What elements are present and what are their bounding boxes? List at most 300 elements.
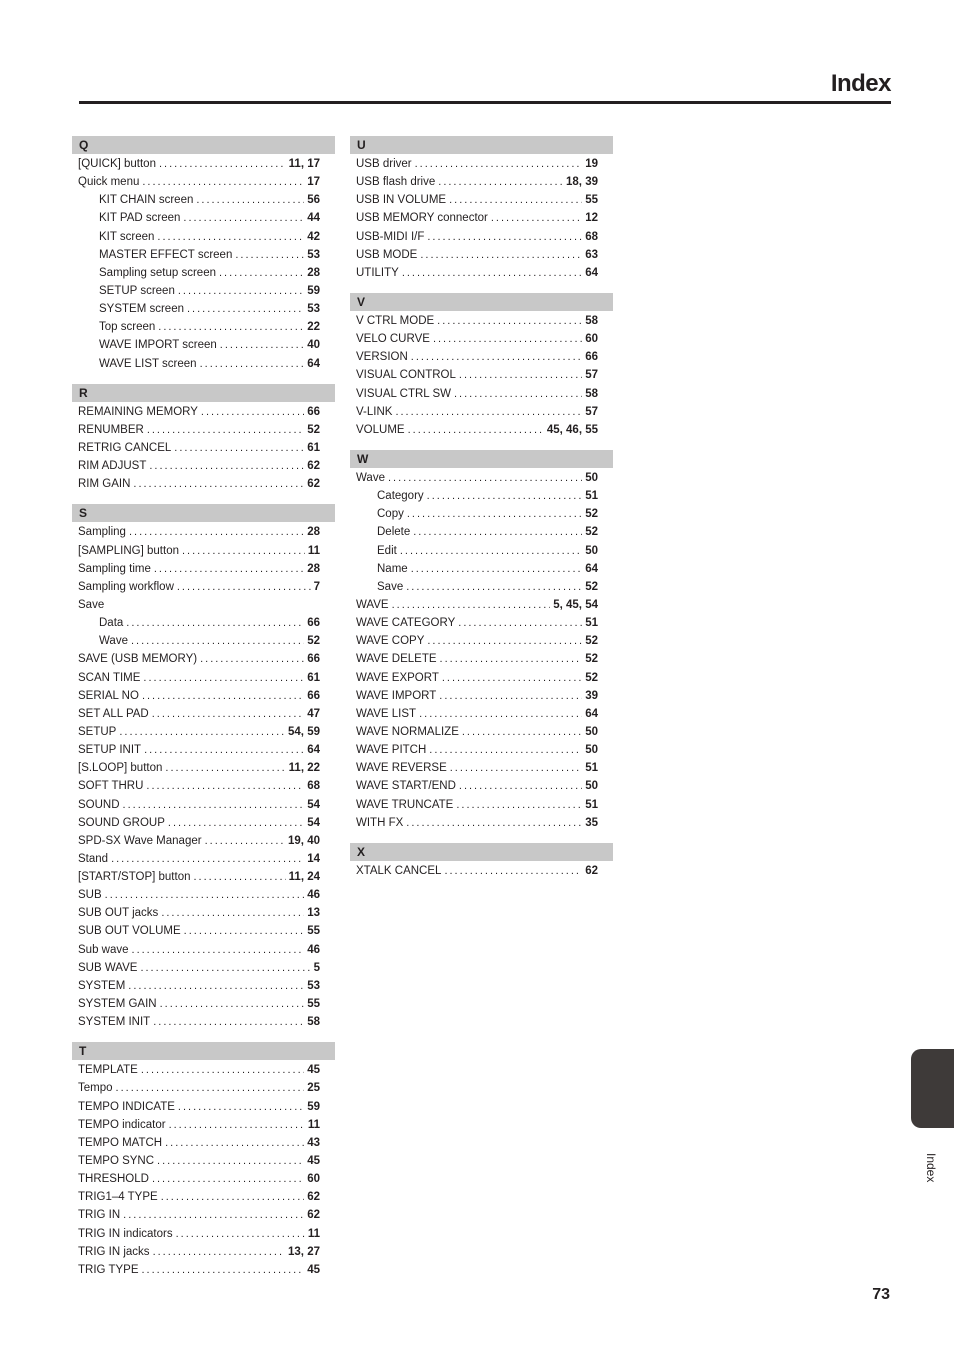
index-term: SUB [78,889,102,902]
index-entry [350,348,613,366]
index-page-refs: 22 [307,321,320,334]
index-entry-list [350,154,613,293]
index-page-refs: 64 [585,707,598,720]
index-entry [350,741,613,759]
index-term: TEMPLATE [78,1064,138,1077]
page-number: 73 [872,1286,890,1303]
index-subentry [72,264,335,282]
index-entry [72,1134,335,1152]
index-term: SYSTEM screen [99,303,184,316]
index-entry [72,1206,335,1224]
index-term: WAVE REVERSE [356,762,447,775]
dot-leader [183,209,304,227]
index-term: V CTRL MODE [356,314,435,327]
index-entry [72,1188,335,1206]
index-term: TRIG IN [78,1209,121,1222]
dot-leader [429,741,582,759]
index-entry-list [72,154,335,384]
dot-leader [235,246,304,264]
index-page-refs: 57 [585,405,598,418]
index-term: TEMPO INDICATE [78,1100,175,1113]
index-page-refs: 51 [585,617,598,630]
index-page-refs: 58 [307,1016,320,1029]
index-term: WAVE NORMALIZE [356,725,459,738]
index-term: USB driver [356,158,412,170]
index-page-refs: 35 [585,816,598,829]
index-page-refs: 46 [307,943,320,956]
index-entry [72,1243,335,1261]
index-term: RETRIG CANCEL [78,441,172,454]
index-page-refs: 54 [307,816,320,829]
index-entry [350,796,613,814]
index-entry [72,578,335,596]
dot-leader [456,796,582,814]
index-page-refs: 50 [585,544,598,557]
dot-leader [105,886,305,904]
dot-leader [153,1013,304,1031]
dot-leader [395,403,582,421]
index-entry-list [72,522,335,1042]
dot-leader [427,632,582,650]
index-subentry [350,505,613,523]
index-page-refs: 61 [307,671,320,684]
index-section-u [350,136,613,293]
index-entry [72,904,335,922]
dot-leader [159,155,286,173]
index-term: Delete [377,526,411,539]
dot-leader [126,614,304,632]
index-subentry [72,246,335,264]
dot-leader [420,246,582,264]
dot-leader [411,560,583,578]
index-page-refs: 54 [307,798,320,811]
index-subentry [72,300,335,318]
dot-leader [142,173,304,191]
index-term: RIM ADJUST [78,460,147,473]
index-term: WAVE PITCH [356,744,427,757]
index-entry [350,421,613,439]
index-entry [72,542,335,560]
index-page-refs: 50 [585,471,598,484]
dot-leader [458,614,582,632]
index-page-refs: 52 [585,635,598,648]
dot-leader [459,366,582,384]
section-letter-header: U [350,136,613,154]
dot-leader [144,741,304,759]
dot-leader [182,542,305,560]
index-entry [72,650,335,668]
index-page-refs: 44 [307,212,320,225]
index-entry [72,1152,335,1170]
index-subentry [72,355,335,373]
index-entry [72,977,335,995]
index-page-refs: 66 [307,405,320,418]
index-page-refs: 51 [585,490,598,503]
index-term: WITH FX [356,816,404,829]
index-page-refs: 11 [307,1118,320,1131]
dot-leader [406,814,582,832]
index-term: WAVE LIST [356,707,417,720]
index-page-refs: 66 [585,351,598,364]
index-entry [350,228,613,246]
index-term: SOFT THRU [78,780,144,793]
dot-leader [152,1170,304,1188]
index-term: THRESHOLD [78,1173,149,1186]
index-term: WAVE IMPORT screen [99,339,217,352]
index-entry [350,173,613,191]
dot-leader [140,959,310,977]
dot-leader [415,155,583,173]
index-page-refs: 66 [307,617,320,630]
index-entry [350,264,613,282]
index-page-refs: 63 [585,248,598,261]
index-term: Name [377,562,408,575]
index-term: VOLUME [356,423,405,436]
dot-leader [142,687,304,705]
index-entry [72,741,335,759]
index-subentry [72,228,335,246]
index-term: SUB OUT VOLUME [78,925,181,938]
dot-leader [440,650,583,668]
index-page-refs: 56 [307,194,320,207]
dot-leader [392,596,551,614]
dot-leader [408,421,544,439]
index-entry [72,832,335,850]
index-term: USB flash drive [356,176,436,189]
index-term: SETUP [78,725,117,738]
index-entry [72,1225,335,1243]
dot-leader [174,439,304,457]
dot-leader [160,995,305,1013]
index-page-refs: 61 [307,441,320,454]
index-page-refs: 11, 22 [288,762,320,775]
index-page-refs: 64 [307,357,320,370]
index-page-refs: 19 [585,158,598,170]
index-term: WAVE EXPORT [356,671,439,684]
dot-leader [157,1152,304,1170]
index-term: Save [377,580,404,593]
index-page-refs: 52 [585,671,598,684]
section-letter-header: X [350,843,613,861]
dot-leader [143,669,304,687]
dot-leader [157,228,304,246]
index-entry [72,1116,335,1134]
index-page-refs: 5 [313,961,320,974]
index-page-refs: 43 [307,1136,320,1149]
dot-leader [161,904,304,922]
index-entry [72,1098,335,1116]
dot-leader [146,777,304,795]
dot-leader [111,850,304,868]
index-page-refs: 53 [307,979,320,992]
index-page-refs: 45 [307,1263,320,1276]
dot-leader [132,941,305,959]
index-page-refs: 55 [307,925,320,938]
index-entry [72,1013,335,1031]
index-term: REMAINING MEMORY [78,405,198,418]
index-page-refs: 62 [307,460,320,473]
dot-leader [165,1134,304,1152]
dot-leader [438,173,563,191]
index-page-refs: 60 [585,333,598,346]
index-term: SOUND GROUP [78,816,165,829]
index-section-r [72,384,335,505]
index-entry-list [350,311,613,450]
index-term: KIT PAD screen [99,212,181,225]
index-page-refs: 60 [307,1173,320,1186]
dot-leader [141,1061,304,1079]
index-page-refs: 45 [307,1155,320,1168]
dot-leader [427,487,583,505]
dot-leader [196,191,304,209]
dot-leader [406,578,582,596]
index-entry [72,723,335,741]
index-entry [72,155,335,173]
index-entry [72,796,335,814]
index-page-refs: 66 [307,653,320,666]
index-entry [350,687,613,705]
index-entry [350,246,613,264]
index-page-refs: 28 [307,266,320,279]
index-page-refs: 17 [307,176,320,189]
index-page-refs: 5, 45, 54 [553,598,598,611]
index-entry [72,421,335,439]
page-title: Index [830,70,891,97]
section-letter-header: T [72,1042,335,1060]
index-page-refs: 52 [585,526,598,539]
index-term: TEMPO indicator [78,1118,166,1131]
index-term: [QUICK] button [78,158,156,170]
dot-leader [459,777,582,795]
index-entry [72,560,335,578]
index-page-refs: 52 [307,635,320,648]
index-term: SETUP INIT [78,744,142,757]
index-entry [350,669,613,687]
index-page-refs: 59 [307,284,320,297]
dot-leader [413,523,582,541]
dot-leader [153,1243,285,1261]
index-page-refs: 42 [307,230,320,243]
index-term: VISUAL CONTROL [356,369,456,382]
index-page-refs: 52 [585,580,598,593]
dot-leader [491,209,582,227]
index-page-refs: 59 [307,1100,320,1113]
index-entry [350,759,613,777]
index-page-refs: 64 [585,266,598,279]
dot-leader [161,1188,305,1206]
dot-leader [200,650,304,668]
index-entry [72,1170,335,1188]
index-term: SOUND [78,798,120,811]
index-entry [72,995,335,1013]
dot-leader [194,868,286,886]
index-page-refs: 28 [307,526,320,539]
index-page-refs: 52 [307,423,320,436]
index-term: TRIG1–4 TYPE [78,1191,158,1204]
index-subentry [350,578,613,596]
dot-leader [176,1225,305,1243]
index-term: Sampling setup screen [99,266,216,279]
index-entry [350,632,613,650]
index-page-refs: 68 [307,780,320,793]
index-page-refs: 11, 24 [288,871,320,884]
index-term: WAVE IMPORT [356,689,437,702]
index-entry [72,759,335,777]
index-term: WAVE LIST screen [99,357,197,370]
dot-leader [449,191,582,209]
index-term: SAVE (USB MEMORY) [78,653,198,666]
index-term: WAVE CATEGORY [356,617,456,630]
dot-leader [116,1079,305,1097]
dot-leader [450,759,582,777]
index-page-refs: 53 [307,303,320,316]
index-entry [350,723,613,741]
index-term: WAVE DELETE [356,653,437,666]
dot-leader [187,300,304,318]
index-term: USB MEMORY connector [356,212,488,225]
index-term: Sub wave [78,943,129,956]
index-entry [350,155,613,173]
index-entry [350,209,613,227]
index-entry-list [350,861,613,891]
index-entry [72,457,335,475]
dot-leader [411,348,582,366]
index-term: SPD-SX Wave Manager [78,834,202,847]
index-section-w [350,450,613,843]
index-subentry [350,487,613,505]
dot-leader [123,796,305,814]
index-page-refs: 58 [585,314,598,327]
index-entry [72,669,335,687]
index-entry [350,650,613,668]
index-entry-list [72,402,335,505]
index-term: USB-MIDI I/F [356,230,425,243]
dot-leader [388,469,582,487]
index-term: KIT screen [99,230,155,243]
index-page-refs: 28 [307,562,320,575]
chapter-tab [911,1049,954,1128]
index-page-refs: 40 [307,339,320,352]
chapter-tab-label: Index [924,1153,938,1183]
section-letter-header: W [350,450,613,468]
index-term: Category [377,490,424,503]
index-section-q [72,136,335,384]
index-page-refs: 53 [307,248,320,261]
index-entry [72,850,335,868]
index-subentry [72,318,335,336]
index-entry [350,596,613,614]
index-page-refs: 51 [585,762,598,775]
index-entry [72,959,335,977]
dot-leader [165,759,285,777]
index-entry [72,922,335,940]
index-page-refs: 54, 59 [288,725,320,738]
index-entry [350,814,613,832]
index-term: Sampling [78,526,126,539]
dot-leader [177,578,311,596]
index-page-refs: 39 [585,689,598,702]
index-term: UTILITY [356,266,399,279]
index-entry [350,191,613,209]
index-page-refs: 55 [307,998,320,1011]
index-page-refs: 62 [307,1209,320,1222]
section-letter-header: Q [72,136,335,154]
index-term: Data [99,617,124,630]
index-page-refs: 66 [307,689,320,702]
index-page-refs: 62 [307,1191,320,1204]
index-page-refs: 13 [307,907,320,920]
index-section-s [72,504,335,1042]
dot-leader [444,862,582,880]
index-term: SUB WAVE [78,961,138,974]
index-page-refs: 45, 46, 55 [546,423,598,436]
index-term: RIM GAIN [78,478,131,491]
section-letter-header: R [72,384,335,402]
index-term: [SAMPLING] button [78,544,179,557]
index-entry [72,403,335,421]
index-term: Stand [78,852,109,865]
index-page-refs: 45 [307,1064,320,1077]
dot-leader [178,282,304,300]
index-entry [72,705,335,723]
index-entry-list [72,1060,335,1290]
dot-leader [201,403,304,421]
index-term: SERIAL NO [78,689,139,702]
index-term: TRIG TYPE [78,1263,139,1276]
index-section-t [72,1042,335,1290]
index-entry [350,403,613,421]
index-entry [72,814,335,832]
index-page-refs: 18, 39 [566,176,598,189]
index-subentry [72,191,335,209]
index-entry [350,777,613,795]
title-divider [79,101,891,104]
index-term: VISUAL CTRL SW [356,387,451,400]
dot-leader [442,669,582,687]
index-entry [72,1079,335,1097]
dot-leader [152,705,304,723]
index-entry [72,173,335,191]
index-term: SUB OUT jacks [78,907,159,920]
dot-leader [184,922,305,940]
index-term: TEMPO MATCH [78,1136,163,1149]
index-entry [72,523,335,541]
index-page-refs: 11, 17 [288,158,320,170]
index-term: Quick menu [78,176,140,189]
index-term: Sampling workflow [78,580,174,593]
index-column-right [350,136,613,891]
index-subentry [72,209,335,227]
index-subentry [72,282,335,300]
index-term: USB IN VOLUME [356,194,447,207]
index-page-refs: 52 [585,653,598,666]
index-entry [72,596,335,614]
dot-leader [158,318,304,336]
index-entry [72,439,335,457]
index-term: SCAN TIME [78,671,141,684]
index-section-v [350,293,613,450]
index-entry [72,941,335,959]
dot-leader [462,723,582,741]
index-page-refs: 46 [307,889,320,902]
index-term: TRIG IN indicators [78,1227,173,1240]
index-entry [350,330,613,348]
index-term: WAVE START/END [356,780,456,793]
index-term: Tempo [78,1082,113,1095]
dot-leader [439,687,582,705]
index-term: TRIG IN jacks [78,1245,150,1258]
index-term: SYSTEM [78,979,126,992]
